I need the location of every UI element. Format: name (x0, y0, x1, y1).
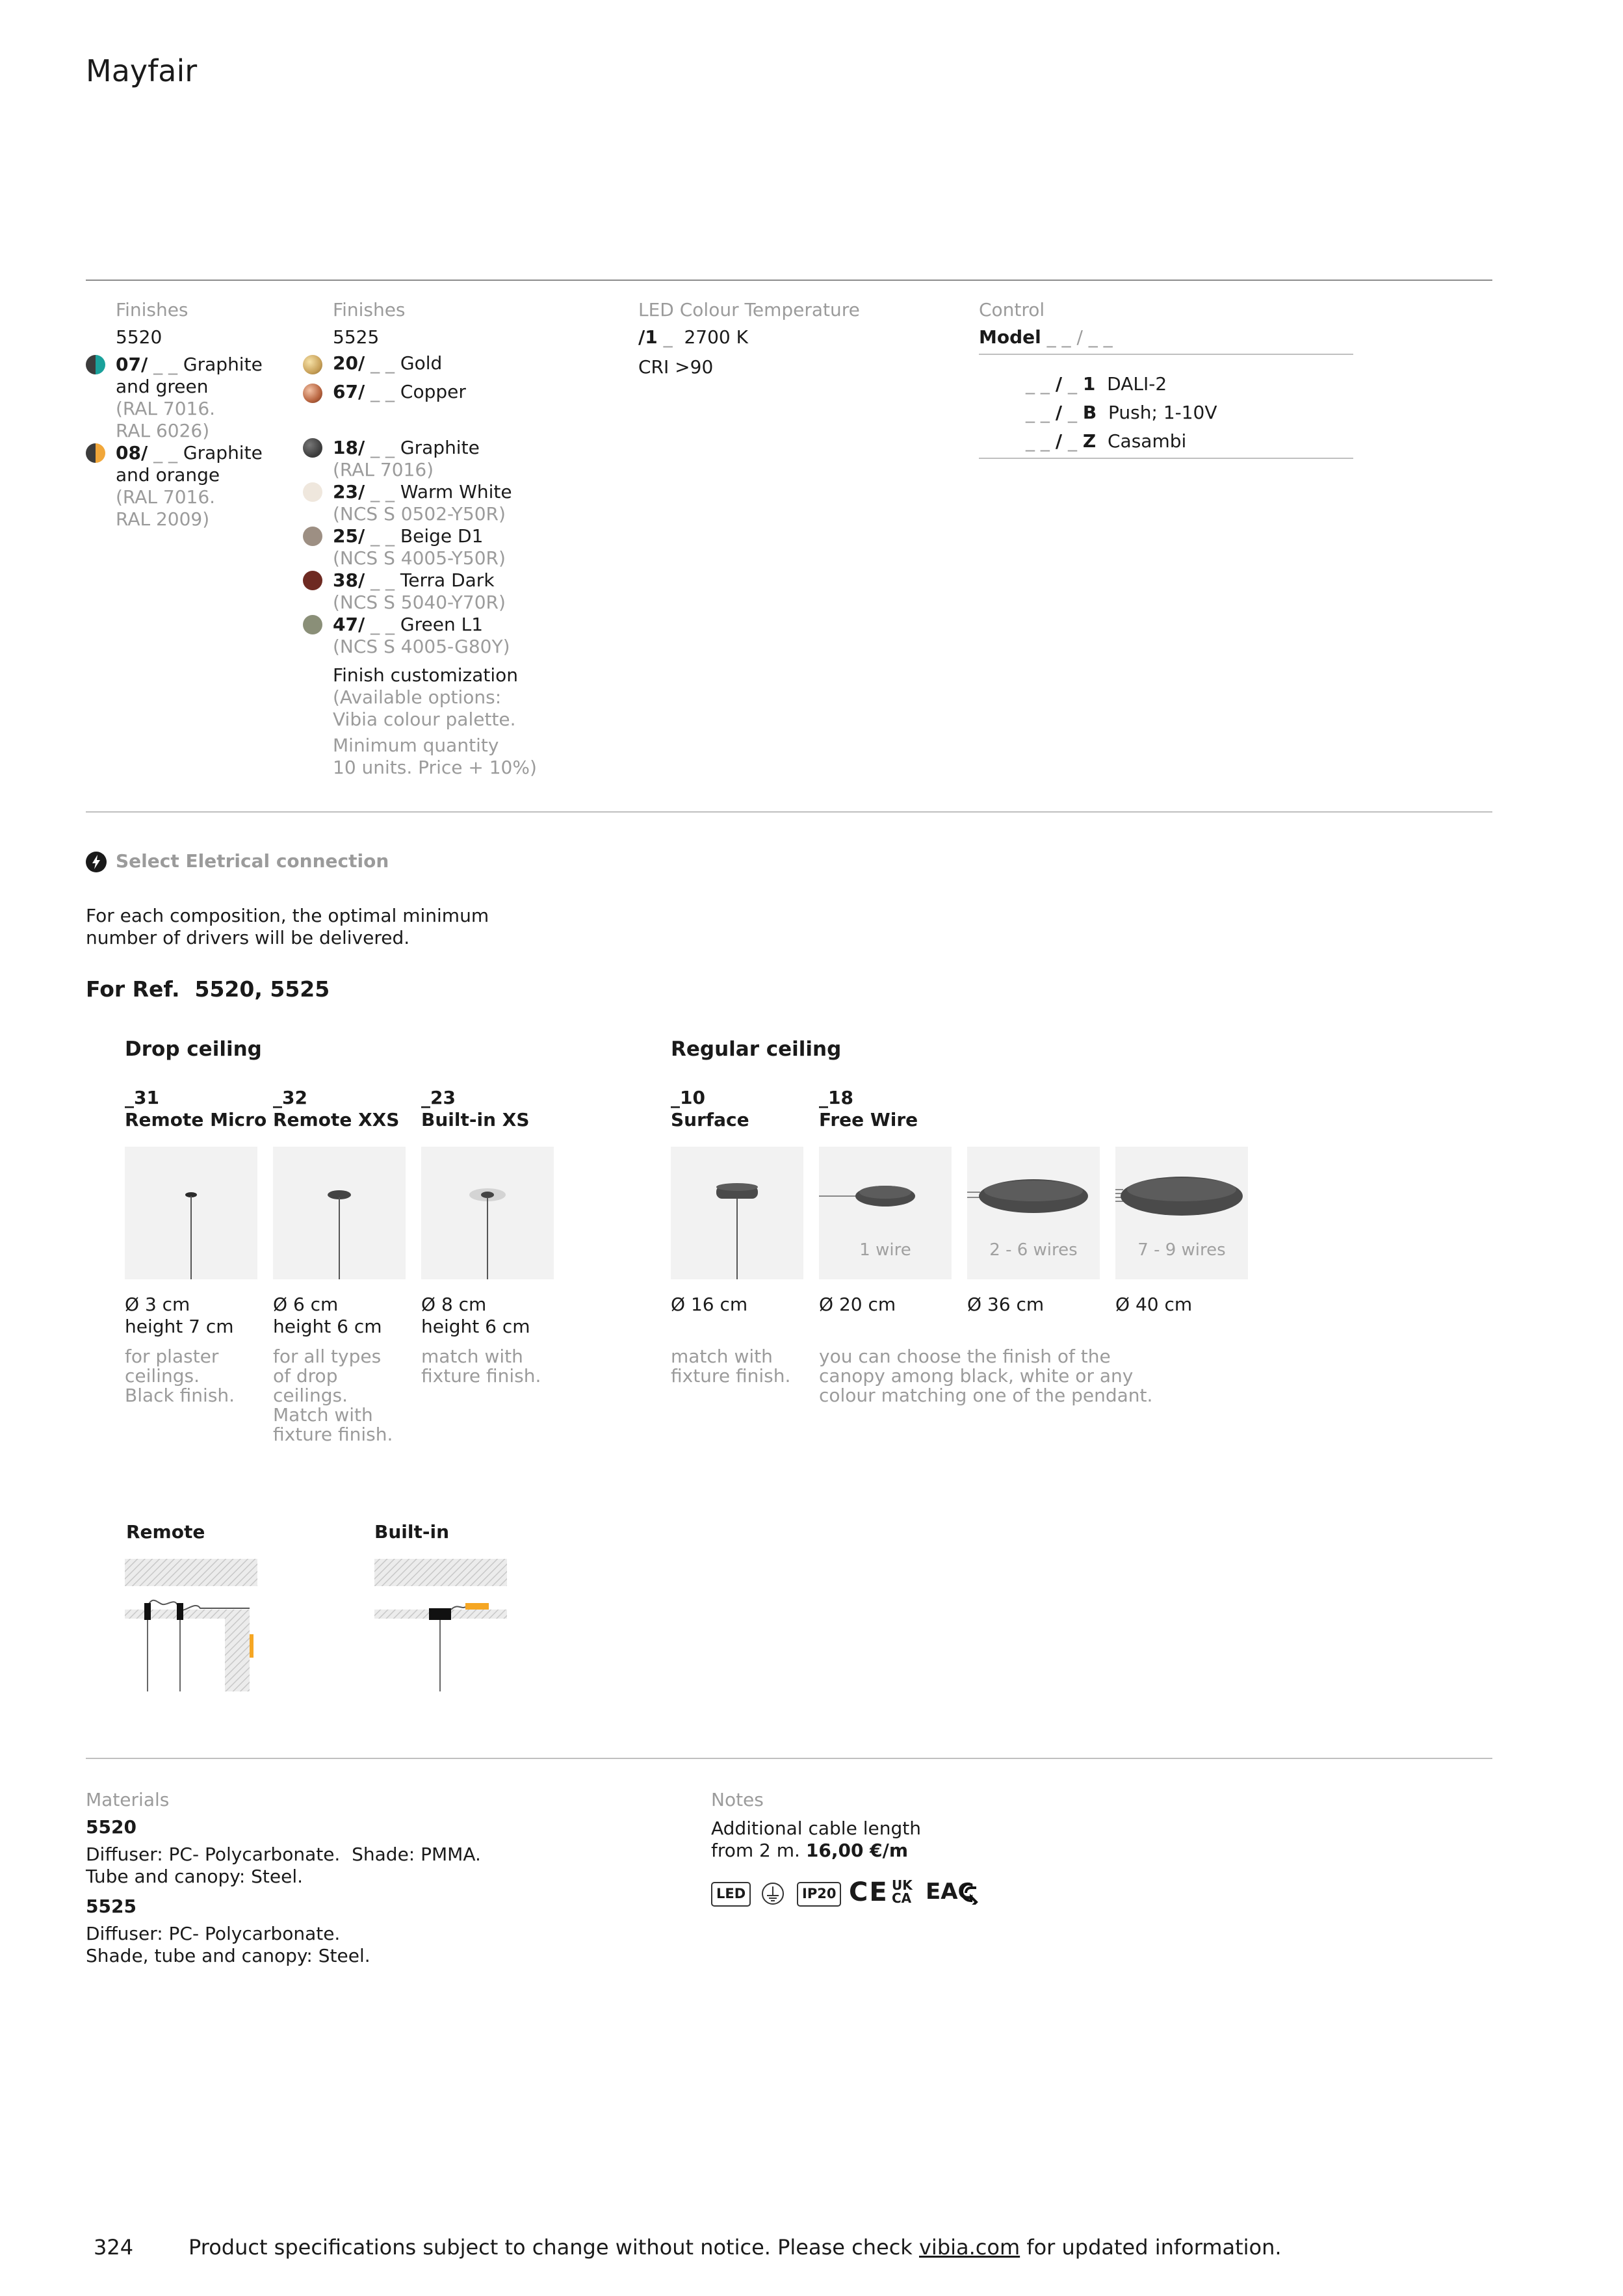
free-wire-2-6-image (967, 1147, 1100, 1279)
remote-xxs-image (273, 1147, 406, 1279)
free-wire-1-caption: 1 wire (859, 1240, 911, 1260)
led-value: /1 _ 2700 K (638, 326, 748, 348)
finish-08: 08/ _ _ Graphite and orange (RAL 7016. RAL 2009) (116, 442, 263, 530)
divider (86, 1758, 1492, 1759)
finish-67: 67/ _ _ Copper (333, 381, 466, 402)
option-23-label: _23 Built-in XS (421, 1087, 530, 1130)
notes-cable: Additional cable length from 2 m. 16,00 €/m (711, 1818, 921, 1861)
swatch-gold (303, 355, 322, 374)
control-row-dali: _ _ / _ 1 DALI-2 (1026, 373, 1167, 395)
option-31-size: Ø 3 cm height 7 cm (125, 1294, 234, 1337)
swatch-warm-white (303, 482, 322, 502)
drop-ceiling-title: Drop ceiling (125, 1037, 262, 1061)
remote-diagram (123, 1558, 266, 1697)
free-wire-2-6-caption: 2 - 6 wires (989, 1240, 1078, 1260)
divider (86, 811, 1492, 813)
builtin-xs-image (421, 1147, 554, 1279)
variant-2-size: Ø 36 cm (967, 1294, 1045, 1315)
control-divider-top (979, 354, 1353, 355)
option-31-note: for plaster ceilings. Black finish. (125, 1346, 235, 1406)
option-10-note: match with fixture finish. (671, 1346, 791, 1387)
ip20-icon: IP20 (797, 1882, 841, 1907)
footer-text: Product specifications subject to change without notice. Please check vibia.com for updated information. (188, 2235, 1282, 2260)
finish-47: 47/ _ _ Green L1 (NCS S 4005-G80Y) (333, 614, 510, 657)
swatch-graphite-green (86, 355, 105, 374)
option-23-note: match with fixture finish. (421, 1346, 541, 1387)
ce-icon: CE (849, 1877, 889, 1907)
finishes-ref-5525: 5525 (333, 326, 380, 348)
swatch-beige (303, 527, 322, 546)
electrical-desc: For each composition, the optimal minimum number of drivers will be delivered. (86, 905, 489, 948)
variant-3-size: Ø 40 cm (1115, 1294, 1193, 1315)
materials-ref-5525: 5525 (86, 1896, 136, 1917)
finishes-header-5525: Finishes (333, 299, 406, 320)
vibia-link[interactable]: vibia.com (918, 2235, 1020, 2260)
finishes-header-5520: Finishes (116, 299, 188, 320)
page-title: Mayfair (86, 53, 198, 88)
eac-icon: EAC (926, 1879, 974, 1905)
materials-5520-desc: Diffuser: PC- Polycarbonate. Shade: PMMA. Tube and canopy: Steel. (86, 1844, 481, 1887)
led-cri: CRI >90 (638, 356, 714, 378)
option-10-label: _10 Surface (671, 1087, 749, 1130)
swatch-terra-dark (303, 571, 322, 590)
materials-header: Materials (86, 1789, 170, 1810)
remote-micro-image (125, 1147, 257, 1279)
finish-25: 25/ _ _ Beige D1 (NCS S 4005-Y50R) (333, 525, 506, 569)
ukca-icon: UK CA (892, 1877, 913, 1906)
page-number: 324 (94, 2235, 134, 2260)
recycling-icon (959, 1881, 980, 1907)
free-wire-7-9-image (1115, 1147, 1248, 1279)
divider (86, 280, 1492, 281)
free-wire-1-image (819, 1147, 952, 1279)
control-model: Model _ _ / _ _ (979, 326, 1113, 348)
builtin-diagram-label: Built-in (374, 1521, 450, 1543)
option-10-size: Ø 16 cm (671, 1294, 748, 1315)
control-row-push: _ _ / _ B Push; 1-10V (1026, 402, 1217, 423)
finish-20: 20/ _ _ Gold (333, 352, 443, 374)
finish-23: 23/ _ _ Warm White (NCS S 0502-Y50R) (333, 481, 512, 525)
materials-ref-5520: 5520 (86, 1816, 136, 1838)
swatch-graphite-orange (86, 443, 105, 463)
led-header: LED Colour Temperature (638, 299, 860, 320)
notes-header: Notes (711, 1789, 764, 1810)
free-wire-7-9-caption: 7 - 9 wires (1137, 1240, 1226, 1260)
materials-5525-desc: Diffuser: PC- Polycarbonate. Shade, tube and canopy: Steel. (86, 1923, 370, 1966)
electrical-title: Select Eletrical connection (116, 850, 389, 872)
option-18-label: _18 Free Wire (819, 1087, 918, 1130)
option-23-size: Ø 8 cm height 6 cm (421, 1294, 530, 1337)
option-32-size: Ø 6 cm height 6 cm (273, 1294, 382, 1337)
builtin-diagram (373, 1558, 516, 1697)
for-ref: For Ref. 5520, 5525 (86, 976, 330, 1002)
finish-07: 07/ _ _ Graphite and green (RAL 7016. RAL 6026) (116, 354, 263, 441)
finish-customization: Finish customization (Available options: Vibia colour palette. Minimum quantity 10 units. Price + 10%) (333, 664, 537, 778)
finish-38: 38/ _ _ Terra Dark (NCS S 5040-Y70R) (333, 569, 506, 613)
regular-ceiling-title: Regular ceiling (671, 1037, 842, 1061)
lightning-icon (86, 852, 107, 872)
variant-1-size: Ø 20 cm (819, 1294, 896, 1315)
control-divider-bottom (979, 458, 1353, 459)
option-31-label: _31 Remote Micro (125, 1087, 267, 1130)
swatch-green-l1 (303, 615, 322, 634)
led-icon: LED (711, 1882, 751, 1907)
finishes-ref-5520: 5520 (116, 326, 162, 348)
option-32-label: _32 Remote XXS (273, 1087, 400, 1130)
control-row-casambi: _ _ / _ Z Casambi (1026, 430, 1187, 452)
surface-image (671, 1147, 803, 1279)
finish-18: 18/ _ _ Graphite (RAL 7016) (333, 437, 480, 480)
ground-icon (760, 1881, 785, 1909)
control-header: Control (979, 299, 1045, 320)
remote-diagram-label: Remote (126, 1521, 205, 1543)
option-18-note: you can choose the finish of the canopy among black, white or any colour matching one of the pendant. (819, 1346, 1153, 1406)
swatch-copper (303, 384, 322, 403)
swatch-graphite (303, 438, 322, 458)
option-32-note: for all types of drop ceilings. Match with fixture finish. (273, 1346, 393, 1445)
